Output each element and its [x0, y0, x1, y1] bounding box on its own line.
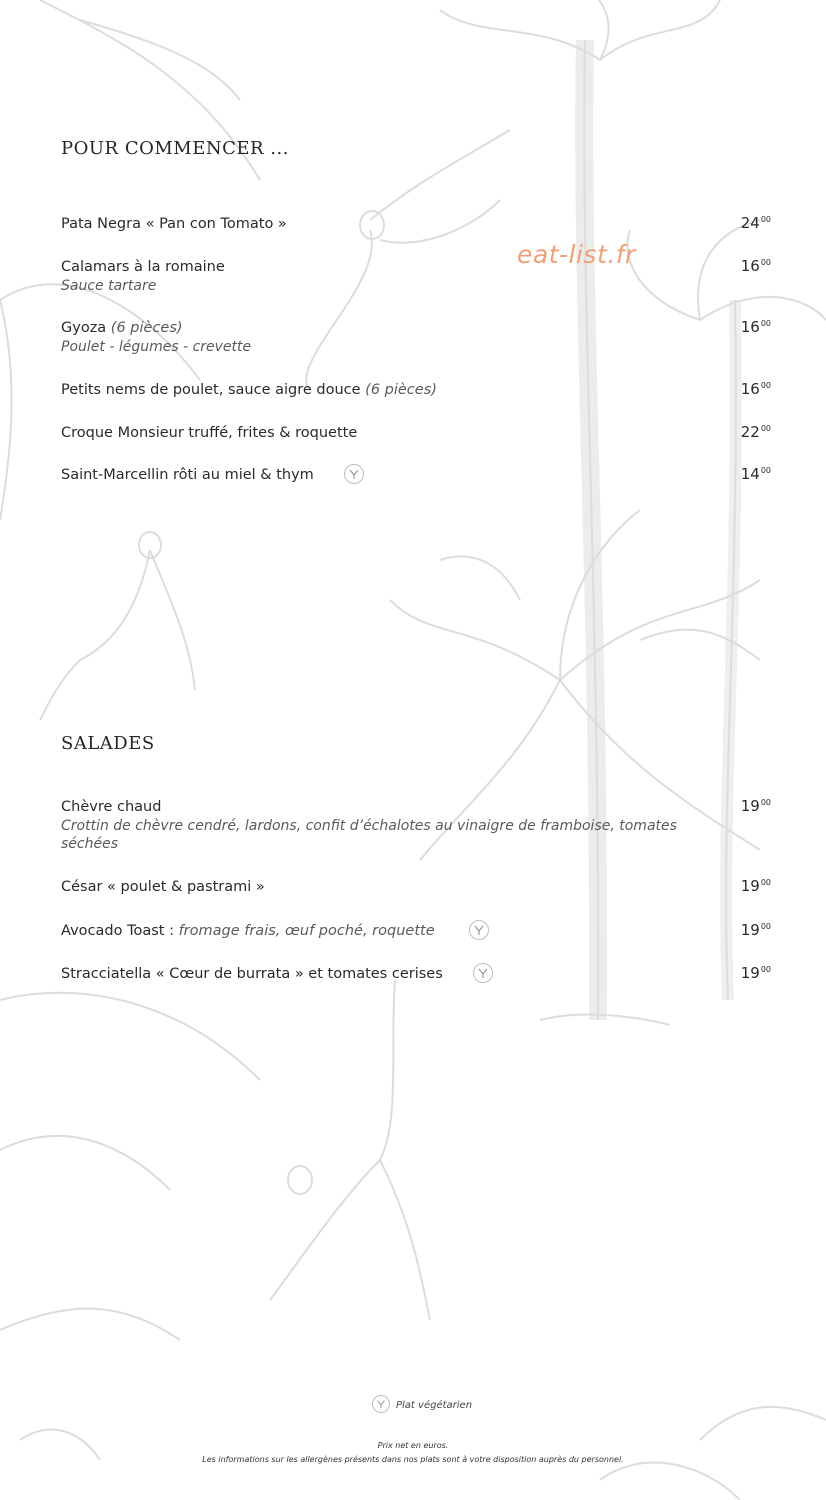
menu-item: [61, 877, 771, 897]
menu-item: [61, 465, 771, 485]
item-price: $24^{00}$: [740, 214, 771, 232]
item-description: Poulet - légumes - crevette: [61, 339, 252, 355]
item-price: $19^{00}$: [740, 921, 771, 939]
menu-item: [61, 797, 771, 853]
legend-label: Plat végétarien: [396, 1400, 473, 1411]
footer-allergen-note: Les informations sur les allergènes présents dans nos plats sont à votre disposition auprès du personnel.: [202, 1455, 624, 1464]
vegetarian-legend: [372, 1396, 472, 1414]
item-price: $19^{00}$: [740, 877, 771, 895]
item-price: $14^{00}$: [740, 465, 771, 483]
item-price: $22^{00}$: [740, 423, 771, 441]
menu-item: [61, 964, 771, 984]
item-name: Gyoza: [61, 320, 107, 336]
item-name: Chèvre chaud: [61, 799, 162, 815]
vegetarian-icon: [473, 963, 493, 983]
menu-item: [61, 921, 771, 941]
menu-item: [61, 257, 771, 295]
menu-item: [61, 380, 771, 400]
item-price: $16^{00}$: [740, 257, 771, 275]
vegetarian-icon: [344, 464, 364, 484]
item-name: Calamars à la romaine: [61, 259, 225, 275]
item-name: Avocado Toast :: [61, 923, 174, 939]
vegetarian-icon: [469, 920, 489, 940]
item-note: fromage frais, œuf poché, roquette: [178, 923, 435, 939]
item-price: $16^{00}$: [740, 380, 771, 398]
item-price: $16^{00}$: [740, 318, 771, 336]
footer-price-note: Prix net en euros.: [377, 1441, 449, 1450]
item-note: (6 pièces): [110, 320, 183, 336]
item-note: (6 pièces): [365, 382, 437, 398]
item-name: Saint-Marcellin rôti au miel & thym: [61, 467, 314, 483]
item-price: $19^{00}$: [740, 797, 771, 815]
menu-item: [61, 214, 771, 234]
watermark: eat-list.fr: [517, 240, 636, 269]
item-price: $19^{00}$: [740, 964, 771, 982]
menu-item: [61, 318, 771, 356]
section-title-pour-commencer: POUR COMMENCER ...: [61, 138, 289, 159]
item-name: César « poulet & pastrami »: [61, 879, 265, 895]
section-title-salades: SALADES: [61, 733, 155, 754]
item-name: Croque Monsieur truffé, frites & roquette: [61, 425, 358, 441]
vegetarian-icon: [372, 1395, 390, 1413]
item-name: Pata Negra « Pan con Tomato »: [61, 216, 287, 232]
item-description: Sauce tartare: [61, 278, 157, 294]
item-name: Stracciatella « Cœur de burrata » et tomates cerises: [61, 966, 443, 982]
item-description: Crottin de chèvre cendré, lardons, confit d’échalotes au vinaigre de framboise, tomates séchées: [61, 818, 677, 852]
menu-item: [61, 423, 771, 443]
item-name: Petits nems de poulet, sauce aigre douce: [61, 382, 361, 398]
